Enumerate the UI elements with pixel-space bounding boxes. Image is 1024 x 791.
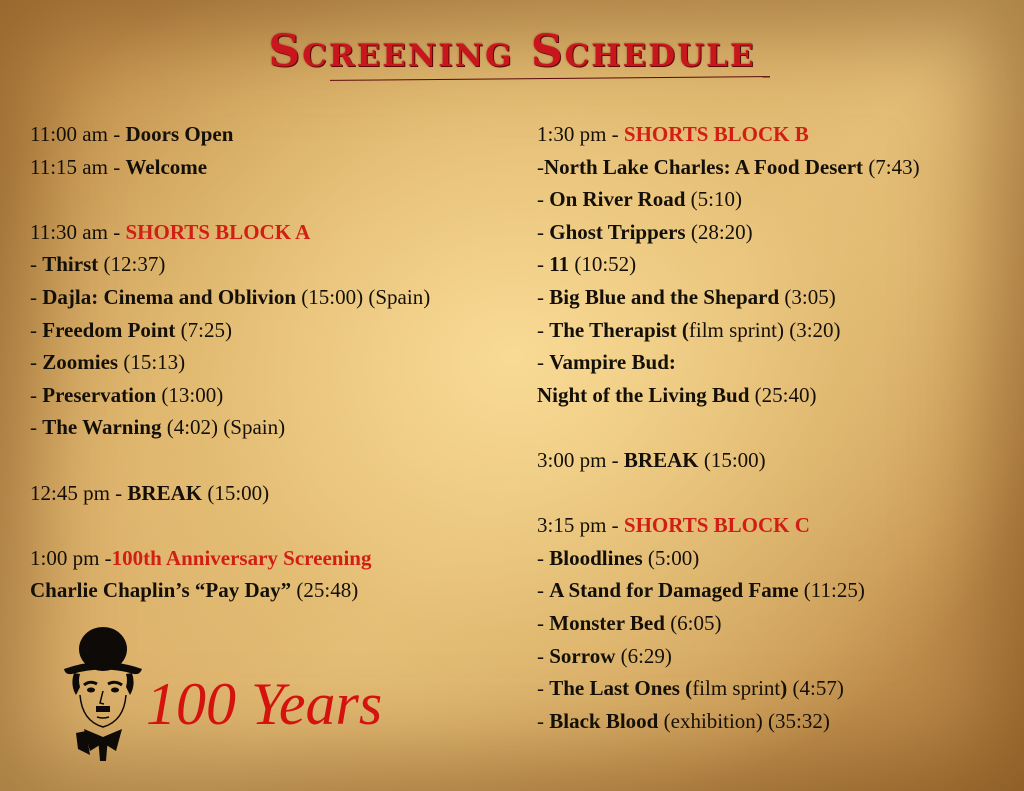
film-entry: - The Therapist (film sprint) (3:20) — [537, 317, 841, 342]
schedule-item: 11:00 am - Doors Open — [30, 122, 234, 146]
film-entry: - Ghost Trippers (28:20) — [537, 219, 753, 244]
film-entry: - The Last Ones (film sprint) (4:57) — [537, 676, 844, 701]
film-entry: - Monster Bed (6:05) — [537, 610, 722, 635]
film-entry: - 11 (10:52) — [537, 252, 637, 277]
block-heading: 1:30 pm - SHORTS BLOCK B — [537, 122, 809, 146]
chaplin-silhouette-icon — [56, 625, 146, 765]
schedule-left-column — [30, 118, 530, 607]
schedule-item: 12:45 pm - BREAK (15:00) — [30, 480, 270, 505]
film-entry: - Vampire Bud: — [537, 350, 676, 375]
spacer — [537, 477, 1017, 510]
film-entry: - On River Road (5:10) — [537, 187, 742, 212]
spacer — [30, 444, 530, 477]
film-entry: - Preservation (13:00) — [30, 382, 224, 407]
tagline: 100 Years — [146, 671, 383, 737]
spacer — [537, 411, 1017, 444]
film-entry: - Sorrow (6:29) — [537, 643, 672, 668]
spacer — [30, 509, 530, 542]
film-entry: - Freedom Point (7:25) — [30, 317, 232, 342]
film-entry: - Big Blue and the Shepard (3:05) — [537, 284, 836, 309]
block-heading: 1:00 pm -100th Anniversary Screening — [30, 545, 372, 570]
film-entry: - Dajla: Cinema and Oblivion (15:00) (Spain) — [30, 284, 431, 309]
block-heading: 3:15 pm - SHORTS BLOCK C — [537, 513, 810, 538]
film-entry: Charlie Chaplin’s “Pay Day” (25:48) — [30, 578, 359, 603]
film-entry: - A Stand for Damaged Fame (11:25) — [537, 578, 865, 603]
schedule-right-column — [537, 118, 1017, 737]
film-entry: - Bloodlines (5:00) — [537, 545, 700, 570]
schedule-item: 11:15 am - Welcome — [30, 154, 208, 179]
film-entry: -North Lake Charles: A Food Desert (7:43) — [537, 154, 920, 179]
film-entry: Night of the Living Bud (25:40) — [537, 382, 817, 407]
schedule-item: 3:00 pm - BREAK (15:00) — [537, 447, 766, 472]
film-entry: - Thirst (12:37) — [30, 252, 166, 277]
film-entry: - The Warning (4:02) (Spain) — [30, 415, 286, 440]
block-heading: 11:30 am - SHORTS BLOCK A — [30, 219, 311, 244]
film-entry: - Zoomies (15:13) — [30, 350, 186, 375]
film-entry: - Black Blood (exhibition) (35:32) — [537, 708, 830, 733]
page-title: Screening Schedule — [268, 26, 756, 77]
spacer — [30, 183, 530, 216]
